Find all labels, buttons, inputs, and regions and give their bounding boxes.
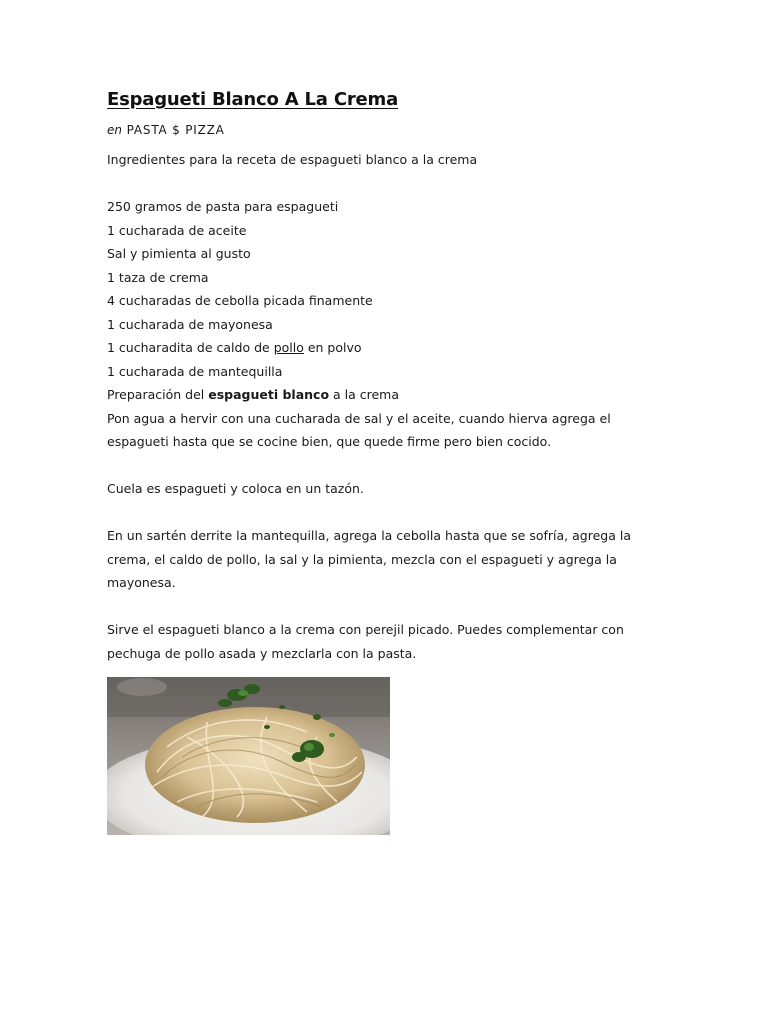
ingredient-item: 1 cucharada de mayonesa	[107, 316, 273, 332]
spacer	[107, 172, 647, 196]
ingredient-item: 1 cucharada de aceite	[107, 222, 247, 238]
preparation-heading	[107, 383, 647, 407]
ingredient-item: Sal y pimienta al gusto	[107, 246, 251, 261]
ingredient-item: 1 taza de crema	[107, 269, 209, 285]
heading-text: Preparación del	[107, 387, 209, 402]
heading-text: a la crema	[329, 387, 400, 402]
category-line	[107, 120, 647, 140]
pasta-photo	[107, 677, 390, 835]
heading-bold-text: espagueti blanco	[208, 387, 330, 402]
preparation-step: Pon agua a hervir con una cucharada de sal y el aceite, cuando hierva agrega el espagueti hasta que se cocine bien, que quede firme pero bien cocido.	[107, 410, 611, 449]
ingredient-item: 4 cucharadas de cebolla picada finamente	[107, 293, 373, 308]
ingredient-text: en polvo	[303, 340, 362, 355]
preparation-step: En un sartén derrite la mantequilla, agrega la cebolla hasta que se sofría, agrega la crema, el caldo de pollo, la sal y la pimienta, mezcla con el espagueti y agrega la mayonesa.	[107, 528, 631, 590]
recipe-title: Espagueti Blanco A La Crema	[107, 89, 399, 110]
preparation-step: Sirve el espagueti blanco a la crema con perejil picado. Puedes complementar con pechuga de pollo asada y mezclarla con la pasta.	[107, 622, 624, 661]
category-link[interactable]: PASTA $ PIZZA	[126, 123, 225, 137]
ingredient-list	[107, 195, 647, 383]
preparation-step: Cuela es espagueti y coloca en un tazón.	[107, 481, 364, 496]
spacer	[107, 501, 647, 525]
pollo-link[interactable]: pollo	[273, 340, 304, 355]
spacer	[107, 454, 647, 478]
recipe-document	[107, 86, 647, 835]
ingredients-intro: Ingredientes para la receta de espagueti blanco a la crema	[107, 152, 478, 167]
ingredient-item	[107, 336, 647, 360]
ingredient-item: 1 cucharada de mantequilla	[107, 363, 283, 379]
ingredient-text: 1 cucharadita de caldo de	[107, 340, 274, 355]
spacer	[107, 595, 647, 619]
ingredient-item: 250 gramos de pasta para espagueti	[107, 199, 339, 214]
category-prefix: en	[107, 123, 122, 137]
